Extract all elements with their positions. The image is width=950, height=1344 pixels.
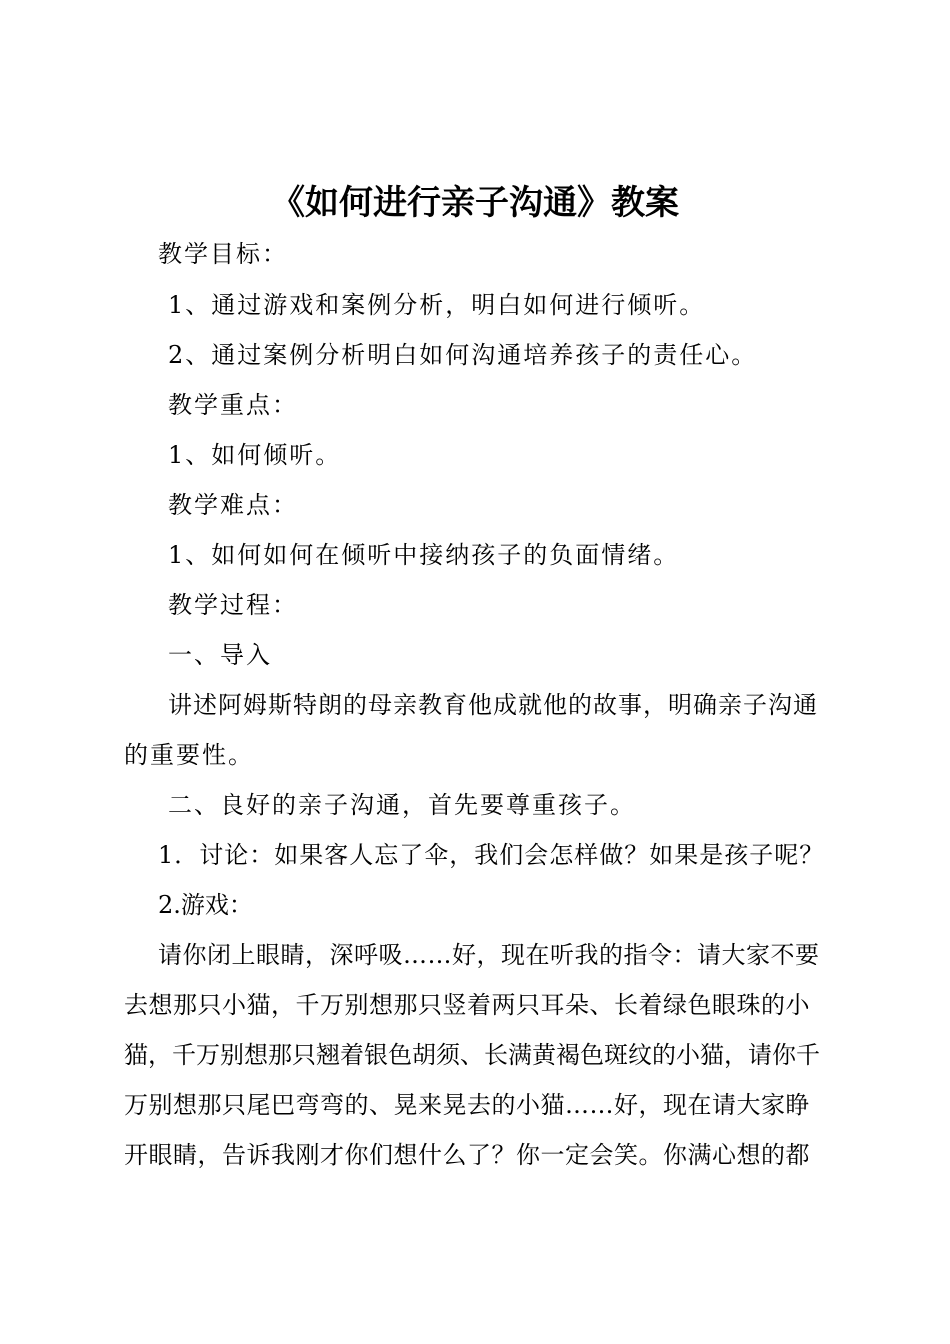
game-paragraph-line-2: 去想那只小猫，千万别想那只竖着两只耳朵、长着绿色眼珠的小 [124, 991, 810, 1019]
game-paragraph-line-3: 猫，千万别想那只翘着银色胡须、长满黄褐色斑纹的小猫，请你千 [124, 1041, 820, 1069]
discussion-item: 1．讨论：如果客人忘了伞，我们会怎样做？如果是孩子呢？ [158, 841, 825, 869]
intro-paragraph-line-1: 讲述阿姆斯特朗的母亲教育他成就他的故事，明确亲子沟通 [168, 691, 818, 719]
objective-1: 1、通过游戏和案例分析，明白如何进行倾听。 [168, 291, 706, 319]
objective-2: 2、通过案例分析明白如何沟通培养孩子的责任心。 [168, 341, 758, 369]
heading-difficulties: 教学难点： [168, 491, 298, 519]
heading-objectives: 教学目标： [158, 240, 288, 268]
heading-process: 教学过程： [168, 591, 298, 619]
key-point-1: 1、如何倾听。 [168, 441, 342, 469]
game-paragraph-line-5: 开眼睛，告诉我刚才你们想什么了？你一定会笑。你满心想的都 [124, 1141, 810, 1169]
game-paragraph-line-4: 万别想那只尾巴弯弯的、晃来晃去的小猫……好，现在请大家睁 [124, 1091, 810, 1119]
section-intro: 一、导入 [168, 641, 272, 669]
difficulty-1: 1、如何如何在倾听中接纳孩子的负面情绪。 [168, 541, 680, 569]
heading-key-points: 教学重点： [168, 391, 298, 419]
intro-paragraph-line-2: 的重要性。 [124, 741, 254, 769]
section-respect: 二、良好的亲子沟通，首先要尊重孩子。 [168, 791, 636, 819]
game-item: 2.游戏： [158, 891, 253, 919]
document-title: 《如何进行亲子沟通》教案 [271, 183, 679, 223]
game-paragraph-line-1: 请你闭上眼睛，深呼吸……好，现在听我的指令：请大家不要 [158, 941, 820, 969]
